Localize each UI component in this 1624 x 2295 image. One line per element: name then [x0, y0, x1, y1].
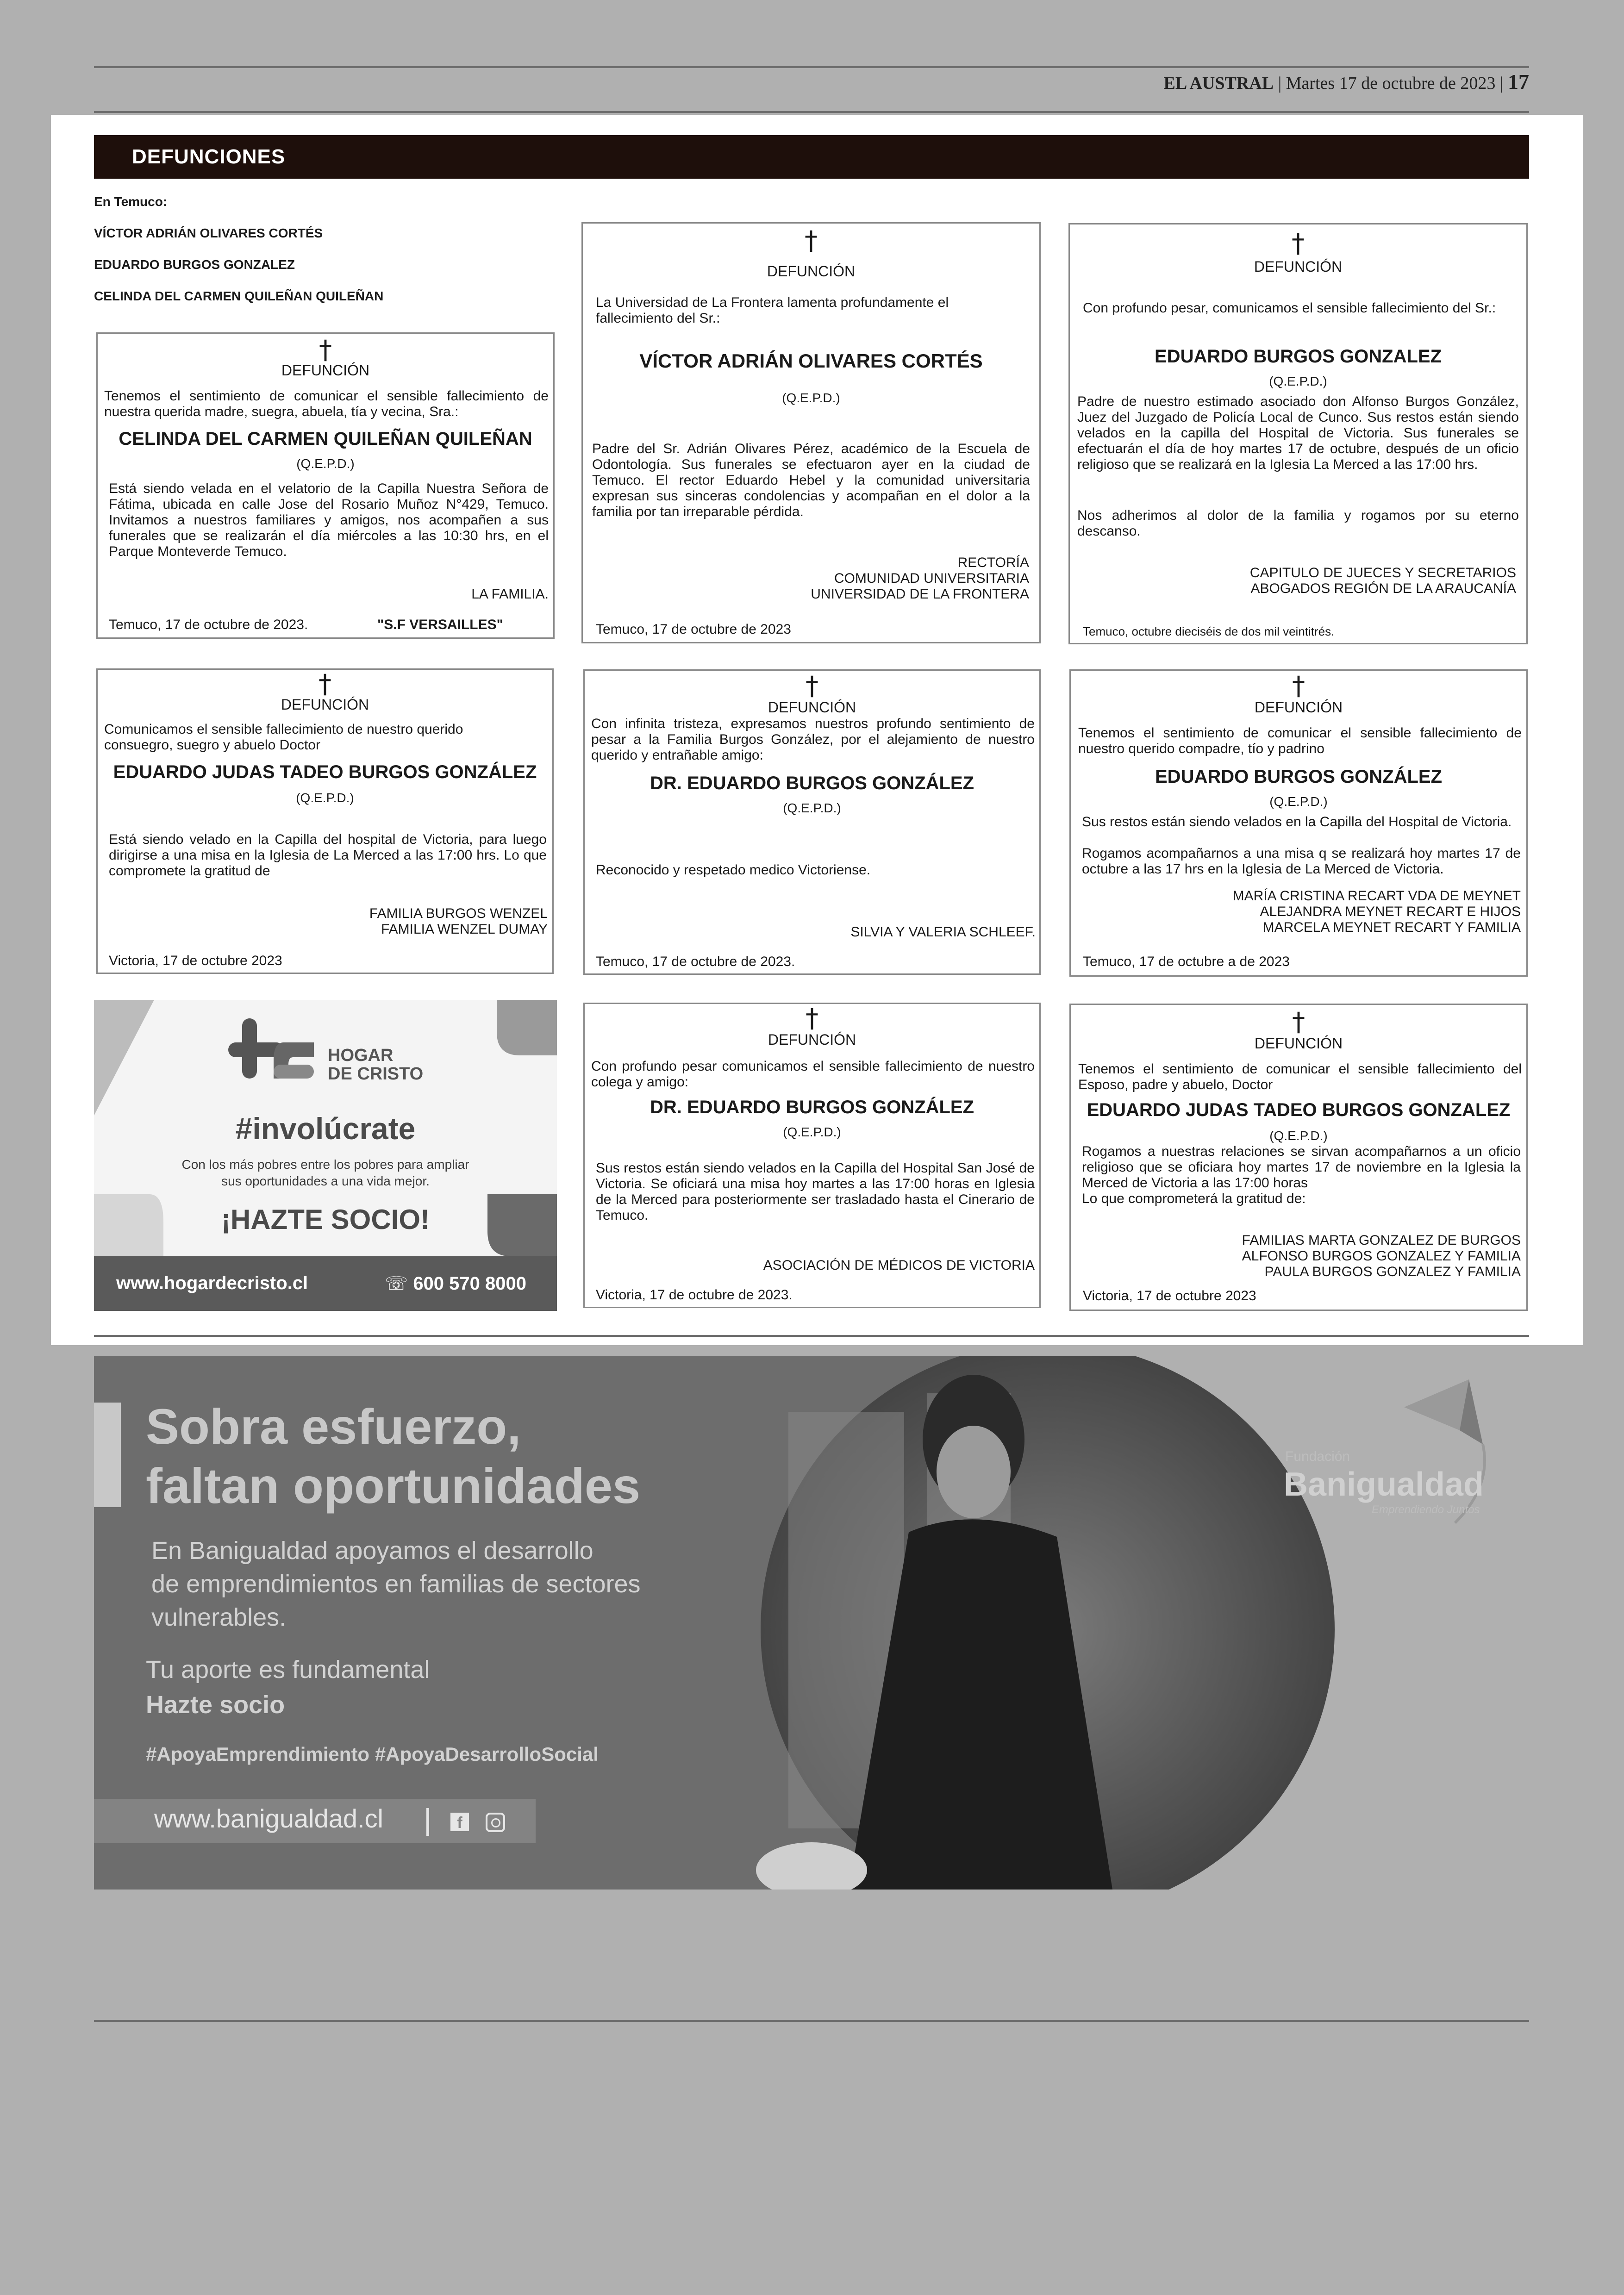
intro-name: VÍCTOR ADRIÁN OLIVARES CORTÉS — [94, 226, 323, 240]
desc-line: sus oportunidades a una vida mejor. — [221, 1174, 430, 1188]
notice-body: Rogamos a nuestras relaciones se sirvan acompañarnos a un oficio religioso que se oficiara hoy martes 17 de noviembre en la Iglesia la Merced de Victoria a las 17:00 horas — [1082, 1144, 1521, 1191]
notice-heading: DEFUNCIÓN — [1254, 699, 1343, 716]
bani-fundacion: Fundación — [1285, 1449, 1350, 1464]
notice-intro: Tenemos el sentimiento de comunicar el sensible fallecimiento del Esposo, padre y abuelo, Doctor — [1078, 1061, 1522, 1092]
signature-line: ALFONSO BURGOS GONZALEZ Y FAMILIA — [1242, 1248, 1521, 1264]
notice-body: Está siendo velado en la Capilla del hospital de Victoria, para luego dirigirse a una misa en la Iglesia de La Merced a las 17:00 hrs. Lo que compromete la gratitud de — [109, 832, 547, 879]
signature-line: MARCELA MEYNET RECART Y FAMILIA — [1262, 920, 1521, 935]
place-date: Temuco, 17 de octubre de 2023 — [596, 622, 791, 637]
qepd: (Q.E.P.D.) — [296, 456, 355, 471]
notice-intro: La Universidad de La Frontera lamenta profundamente el fallecimiento del Sr.: — [596, 295, 949, 326]
deceased-name: EDUARDO JUDAS TADEO BURGOS GONZÁLEZ — [113, 762, 537, 782]
headline-line: faltan oportunidades — [146, 1458, 641, 1514]
place-date: Temuco, 17 de octubre a de 2023 — [1083, 954, 1290, 969]
facebook-icon[interactable]: f — [450, 1813, 469, 1831]
bani-headline — [146, 1397, 640, 1515]
deceased-name: EDUARDO JUDAS TADEO BURGOS GONZALEZ — [1087, 1100, 1511, 1120]
deceased-name: VÍCTOR ADRIÁN OLIVARES CORTÉS — [639, 350, 983, 372]
place-date: Temuco, octubre dieciséis de dos mil veintitrés. — [1083, 624, 1335, 638]
accent-bar — [94, 1403, 121, 1507]
place-date: Victoria, 17 de octubre 2023 — [1083, 1288, 1256, 1303]
notice-heading: DEFUNCIÓN — [281, 362, 370, 379]
notice-asociacion-medicos — [583, 1003, 1041, 1308]
section-banner: DEFUNCIONES — [94, 135, 1529, 179]
qepd: (Q.E.P.D.) — [783, 1125, 841, 1139]
phone-number: 600 570 8000 — [413, 1273, 526, 1294]
place-date: Temuco, 17 de octubre de 2023. — [596, 954, 795, 969]
notice-body-2: Nos adherimos al dolor de la familia y rogamos por su eterno descanso. — [1077, 508, 1519, 539]
hazte-socio-cta[interactable]: ¡HAZTE SOCIO! — [221, 1204, 430, 1235]
notice-body: Sus restos están siendo velados en la Capilla del Hospital de Victoria. — [1082, 814, 1512, 829]
deceased-name: CELINDA DEL CARMEN QUILEÑAN QUILEÑAN — [119, 429, 532, 449]
hogar-logo-icon — [228, 1018, 316, 1097]
paper-name: EL AUSTRAL — [1163, 74, 1274, 93]
bani-aporte: Tu aporte es fundamental — [146, 1656, 430, 1684]
notice-jueces — [1068, 223, 1528, 644]
notice-body: Reconocido y respetado medico Victoriense. — [596, 862, 871, 878]
section-bottom-rule — [94, 1335, 1529, 1337]
instagram-icon[interactable] — [486, 1813, 505, 1832]
cross-icon: † — [1292, 229, 1305, 259]
bani-hashtags: #ApoyaEmprendimiento #ApoyaDesarrolloSocial — [146, 1743, 599, 1765]
cross-icon: † — [805, 226, 818, 256]
body-line: de emprendimientos en familias de sectores — [151, 1570, 641, 1598]
notice-body: Padre del Sr. Adrián Olivares Pérez, académico de la Escuela de Odontología. Sus funerales se efectuaron ayer en la ciudad de Temuco. El rector Eduardo Hebel y la comunidad universitaria expresan sus sinceras condolencias y acompañan en el dolor a la familia por tan irreparable pérdida. — [592, 441, 1030, 519]
cross-icon: † — [806, 1004, 818, 1034]
qepd: (Q.E.P.D.) — [1269, 374, 1327, 388]
notice-body: Está siendo velada en el velatorio de la Capilla Nuestra Señora de Fátima, ubicada en calle Jose del Rosario Muñoz N°429, Temuco. Invitamos a nuestros familiares y amigos, nos acompañen a sus funerales que se realizarán el día miércoles a las 10:30 hrs, en el Parque Monteverde Temuco. — [109, 481, 549, 559]
notice-signature: LA FAMILIA. — [471, 586, 549, 602]
signature-line: CAPITULO DE JUECES Y SECRETARIOS — [1249, 565, 1516, 580]
intro-name: EDUARDO BURGOS GONZALEZ — [94, 257, 295, 272]
bani-hazte-socio[interactable]: Hazte socio — [146, 1691, 285, 1719]
notice-body-2: Lo que comprometerá la gratitud de: — [1082, 1191, 1306, 1206]
hogar-description — [94, 1156, 557, 1190]
qepd: (Q.E.P.D.) — [1269, 794, 1328, 809]
hogar-url-link[interactable]: www.hogardecristo.cl — [116, 1273, 308, 1293]
hogar-hashtag: #involúcrate — [235, 1111, 416, 1146]
page-bottom-rule — [94, 2020, 1529, 2022]
signature-line: FAMILIA BURGOS WENZEL — [369, 906, 548, 921]
notice-familia-wenzel — [96, 668, 554, 974]
signature-line: ABOGADOS REGIÓN DE LA ARAUCANÍA — [1250, 581, 1516, 596]
hogar-contact-bar — [94, 1256, 557, 1311]
notice-schleef — [583, 669, 1041, 975]
deceased-name: DR. EDUARDO BURGOS GONZÁLEZ — [650, 1097, 974, 1117]
notice-intro: Con infinita tristeza, expresamos nuestros profundo sentimiento de pesar a la Familia Burgos González, por el alejamiento de nuestro querido y entrañable amigo: — [591, 716, 1035, 763]
bani-brand: Banigualdad — [1284, 1466, 1484, 1503]
desc-line: Con los más pobres entre los pobres para ampliar — [181, 1157, 469, 1172]
cross-icon: † — [1292, 671, 1305, 701]
deceased-name: EDUARDO BURGOS GONZÁLEZ — [1155, 767, 1442, 787]
deceased-name: DR. EDUARDO BURGOS GONZÁLEZ — [650, 773, 974, 793]
page-number: 17 — [1508, 70, 1529, 94]
qepd: (Q.E.P.D.) — [296, 791, 354, 805]
notice-meynet — [1069, 669, 1528, 977]
cross-icon: † — [1292, 1007, 1305, 1037]
notice-body: Padre de nuestro estimado asociado don Alfonso Burgos González, Juez del Juzgado de Policía Local de Cunco. Sus restos están siendo velados en la capilla del Hospital de Victoria. Sus funerales se efectuarán el día de hoy martes 17 de octubre, después de un oficio religioso que se realizará en la Iglesia La Merced a las 17:00 hrs. — [1077, 394, 1519, 472]
notice-heading: DEFUNCIÓN — [768, 1031, 856, 1048]
place-date: Victoria, 17 de octubre de 2023. — [596, 1287, 793, 1303]
issue-date: Martes 17 de octubre de 2023 — [1286, 74, 1496, 93]
notice-signature — [369, 906, 548, 937]
notice-heading: DEFUNCIÓN — [1254, 258, 1343, 275]
phone-icon: ☏ — [385, 1273, 408, 1294]
ad-photo-woman — [733, 1356, 1335, 1890]
notice-signature: ASOCIACIÓN DE MÉDICOS DE VICTORIA — [763, 1258, 1035, 1273]
signature-line: FAMILIA WENZEL DUMAY — [381, 922, 548, 937]
hogar-de-cristo-ad[interactable] — [94, 1000, 557, 1311]
signature-line: PAULA BURGOS GONZALEZ Y FAMILIA — [1264, 1264, 1521, 1279]
body-line: vulnerables. — [151, 1603, 287, 1631]
notice-signature — [811, 555, 1029, 602]
notice-signature: SILVIA Y VALERIA SCHLEEF. — [850, 924, 1036, 940]
divider — [426, 1808, 429, 1836]
signature-line: ALEJANDRA MEYNET RECART E HIJOS — [1260, 904, 1521, 919]
notice-signature — [1242, 1233, 1521, 1280]
notice-familias-burgos — [1069, 1004, 1528, 1311]
qepd: (Q.E.P.D.) — [783, 801, 841, 815]
hogar-brand — [328, 1046, 423, 1083]
cross-icon: † — [319, 335, 332, 365]
brand-line: DE CRISTO — [328, 1064, 424, 1084]
cross-icon: † — [319, 669, 331, 699]
notice-celinda — [96, 332, 555, 639]
hogar-phone[interactable] — [385, 1273, 526, 1294]
intro-list — [94, 194, 383, 320]
intro-name: CELINDA DEL CARMEN QUILEÑAN QUILEÑAN — [94, 289, 384, 303]
notice-intro: Tenemos el sentimiento de comunicar el sensible fallecimiento de nuestra querida madre, suegra, abuela, tía y vecina, Sra.: — [104, 388, 549, 419]
deceased-name: EDUARDO BURGOS GONZALEZ — [1155, 346, 1442, 367]
place-date: Victoria, 17 de octubre 2023 — [109, 953, 282, 968]
headline-line: Sobra esfuerzo, — [146, 1398, 521, 1454]
notice-intro: Comunicamos el sensible fallecimiento de nuestro querido consuegro, suegro y abuelo Doctor — [104, 722, 463, 753]
masthead: EL AUSTRAL | Martes 17 de octubre de 2023 | 17 — [1163, 70, 1529, 94]
signature-line: MARÍA CRISTINA RECART VDA DE MEYNET — [1232, 888, 1521, 904]
signature-line: FAMILIAS MARTA GONZALEZ DE BURGOS — [1242, 1233, 1521, 1248]
notice-olivares — [581, 222, 1041, 643]
cross-icon: † — [806, 671, 818, 701]
notice-intro: Tenemos el sentimiento de comunicar el sensible fallecimiento de nuestro querido compadre, tío y padrino — [1078, 725, 1522, 756]
place-date: Temuco, 17 de octubre de 2023. — [109, 617, 308, 632]
body-line: En Banigualdad apoyamos el desarrollo — [151, 1537, 593, 1565]
notice-heading: DEFUNCIÓN — [767, 263, 856, 280]
signature-line: UNIVERSIDAD DE LA FRONTERA — [811, 586, 1029, 602]
funeral-home: "S.F VERSAILLES" — [377, 617, 503, 632]
brand-line: HOGAR — [328, 1046, 394, 1065]
top-rule — [94, 66, 1529, 68]
signature-line: COMUNIDAD UNIVERSITARIA — [834, 571, 1029, 586]
notice-body-2: Rogamos acompañarnos a una misa q se realizará hoy martes 17 de octubre a las 17 hrs en la Iglesia de La Merced de Victoria. — [1082, 846, 1521, 877]
intro-label: En Temuco: — [94, 194, 168, 209]
notice-heading: DEFUNCIÓN — [768, 699, 856, 716]
notice-heading: DEFUNCIÓN — [1254, 1035, 1343, 1052]
qepd: (Q.E.P.D.) — [1269, 1129, 1328, 1143]
notice-intro: Con profundo pesar, comunicamos el sensible fallecimiento del Sr.: — [1083, 300, 1496, 316]
bani-body — [151, 1534, 641, 1634]
notice-body: Sus restos están siendo velados en la Capilla del Hospital San José de Victoria. Se oficiará una misa hoy martes a las 17:00 horas en Iglesia de la Merced para posteriormente ser trasladado hasta el Cinerario de Temuco. — [596, 1160, 1035, 1223]
notice-intro: Con profundo pesar comunicamos el sensible fallecimiento de nuestro colega y amigo: — [591, 1059, 1035, 1090]
qepd: (Q.E.P.D.) — [782, 391, 840, 405]
notice-signature — [1250, 565, 1516, 597]
bani-brand-sub: Emprendiendo Juntos — [1372, 1503, 1480, 1516]
masthead-rule — [94, 111, 1529, 113]
banigualdad-ad[interactable] — [94, 1356, 1529, 1890]
bani-url-link[interactable]: www.banigualdad.cl — [154, 1804, 383, 1833]
signature-line: RECTORÍA — [957, 555, 1029, 570]
notice-heading: DEFUNCIÓN — [281, 696, 369, 713]
notice-signature — [1233, 888, 1521, 935]
